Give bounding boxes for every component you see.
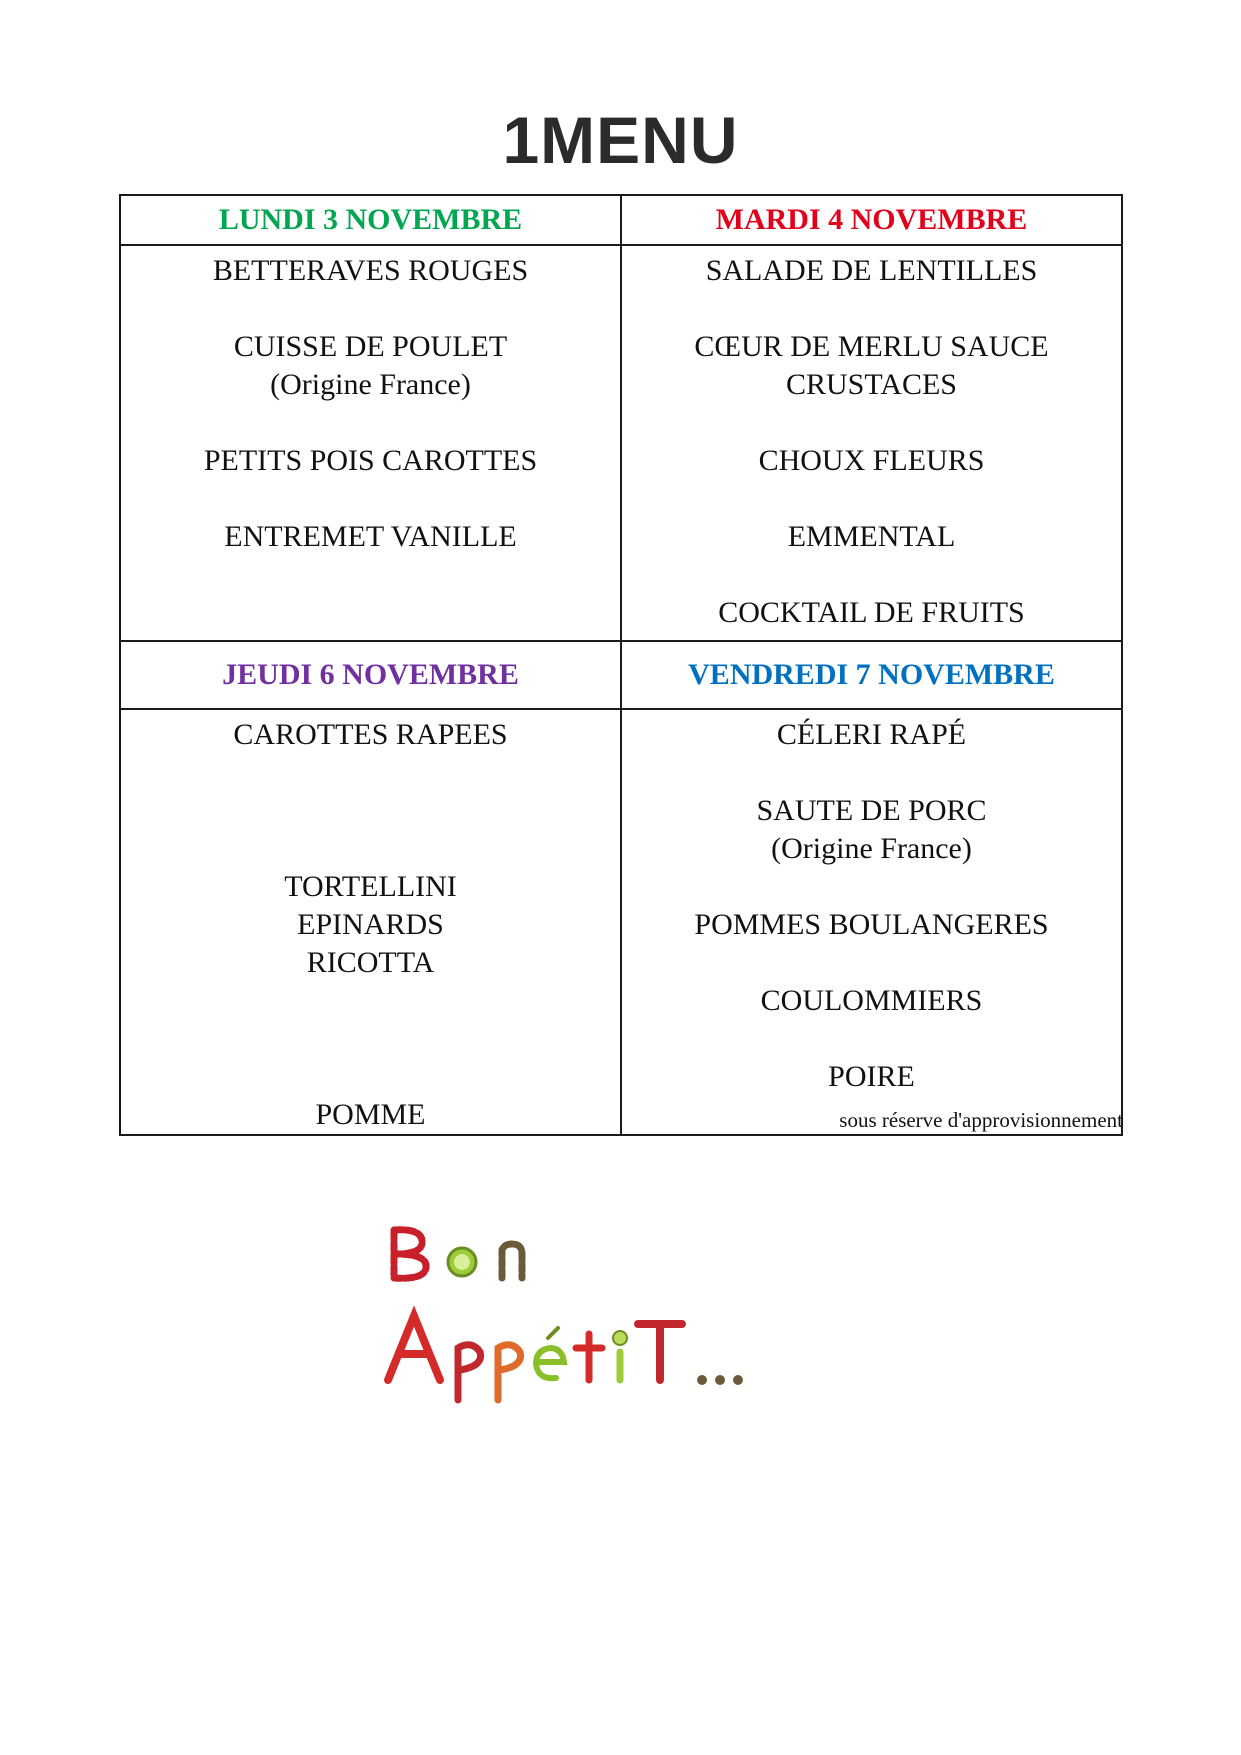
dish-starter: SALADE DE LENTILLES <box>705 254 1038 287</box>
dish-dessert: POMME <box>315 1098 426 1131</box>
dish-dessert: POIRE <box>828 1060 915 1093</box>
dish-cheese: EMMENTAL <box>787 520 956 553</box>
day-name: VENDREDI 7 NOVEMBRE <box>688 658 1055 691</box>
dish-starter: BETTERAVES ROUGES <box>212 254 529 287</box>
dish-main-cont: CRUSTACES <box>786 368 957 401</box>
dish-main-cont: EPINARDS <box>297 908 444 941</box>
dish-side: PETITS POIS CAROTTES <box>203 444 538 477</box>
day-menu-vendredi <box>621 709 1122 1135</box>
dish-origin: (Origine France) <box>270 368 471 401</box>
page-title: 1MENU <box>502 103 739 177</box>
dish-dessert: COCKTAIL DE FRUITS <box>718 596 1025 629</box>
day-name: MARDI 4 NOVEMBRE <box>715 203 1028 236</box>
dish-origin: (Origine France) <box>771 832 972 865</box>
dish-main: CUISSE DE POULET <box>233 330 508 363</box>
dish-starter: CAROTTES RAPEES <box>233 718 508 751</box>
day-header-jeudi <box>120 641 621 709</box>
dish-main: CŒUR DE MERLU SAUCE <box>694 330 1049 363</box>
day-menu-mardi <box>621 245 1122 641</box>
dish-cheese: COULOMMIERS <box>760 984 983 1017</box>
day-header-vendredi <box>621 641 1122 709</box>
dish-dessert: ENTREMET VANILLE <box>224 520 517 553</box>
dish-side: POMMES BOULANGERES <box>694 908 1049 941</box>
day-header-lundi <box>120 195 621 245</box>
supply-note: sous réserve d'approvisionnement <box>839 1108 1123 1132</box>
day-name: JEUDI 6 NOVEMBRE <box>222 658 519 691</box>
bon-appetit-logo <box>380 1200 820 1410</box>
day-menu-lundi <box>120 245 621 641</box>
logo-line-appetit <box>388 1316 743 1400</box>
dish-starter: CÉLERI RAPÉ <box>776 718 967 751</box>
day-menu-jeudi <box>120 709 621 1135</box>
dish-side: CHOUX FLEURS <box>758 444 985 477</box>
dish-main-cont: RICOTTA <box>306 946 435 979</box>
menu-table <box>119 194 1123 1136</box>
day-name: LUNDI 3 NOVEMBRE <box>218 203 523 236</box>
day-header-mardi <box>621 195 1122 245</box>
logo-line-bon <box>394 1230 522 1279</box>
dish-main: SAUTE DE PORC <box>756 794 987 827</box>
dish-main: TORTELLINI <box>284 870 457 903</box>
